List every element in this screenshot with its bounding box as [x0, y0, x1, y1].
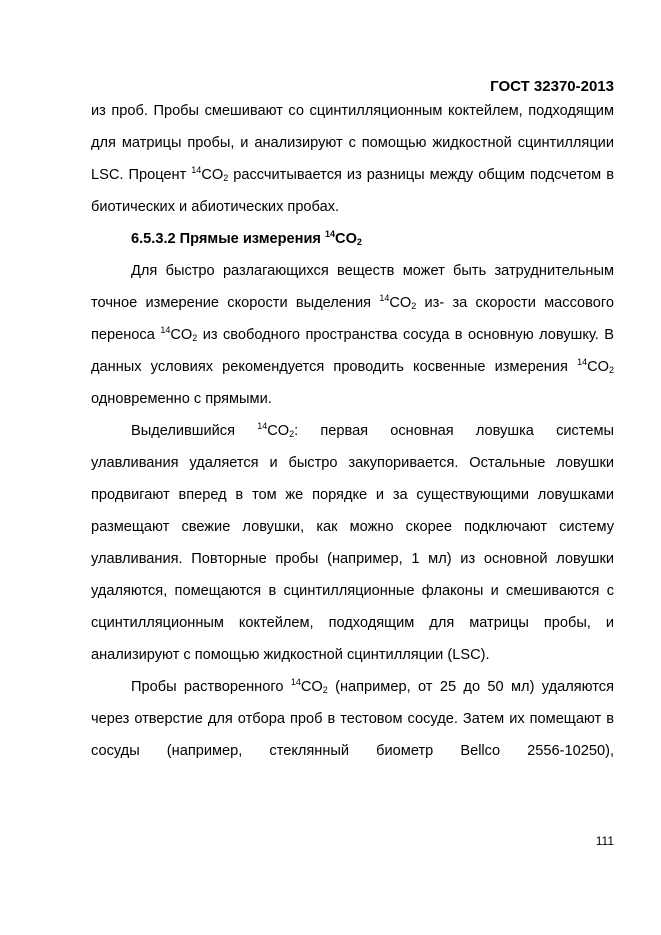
paragraph-evolved-co2: Выделившийся $^{14}CO_2$: первая основная ловушка системы улавливания удаляется и быстро закупоривается. Остальные ловушки продвигают вперед в том же порядке и за существующими ловушками размещают свежие ловушки, как можно скорее подключают систему улавливания. Повторные пробы (например, 1 мл) из основной ловушки удаляются, помещаются в сцинтилляционные флаконы и смешиваются с сцинтилляционным коктейлем, подходящим для матрицы пробы, и анализируют с помощью жидкостной сцинтилляции (LSC).: [91, 421, 614, 663]
document-body: [91, 95, 614, 767]
paragraph-continuation: из проб. Пробы смешивают со сцинтилляционным коктейлем, подходящим для матрицы пробы, и анализируют с помощью жидкостной сцинтилляции LSC. Процент $^{14}CO_2$ рассчитывается из разницы между общим подсчетом в биотических и абиотических пробах.: [91, 103, 614, 215]
paragraph-dissolved-co2: Пробы растворенного $^{14}CO_2$ (например, от 25 до 50 мл) удаляются через отверстие для отбора проб в тестовом сосуде. Затем их помещают в сосуды (например, стеклянный биометр Bellco 2556-10250),: [91, 677, 614, 759]
section-heading: 6.5.3.2 Прямые измерения $^{14}CO_2$: [131, 229, 362, 247]
document-header: ГОСТ 32370-2013: [490, 78, 614, 95]
paragraph-fast-degrading: Для быстро разлагающихся веществ может быть затруднительным точное измерение скорости выделения $^{14}CO_2$ из- за скорости массового переноса $^{14}CO_2$ из свободного пространства сосуда в основную ловушку. В данных условиях рекомендуется проводить косвенные измерения $^{14}CO_2$ одновременно с прямыми.: [91, 263, 614, 407]
page-number: 111: [595, 834, 614, 848]
